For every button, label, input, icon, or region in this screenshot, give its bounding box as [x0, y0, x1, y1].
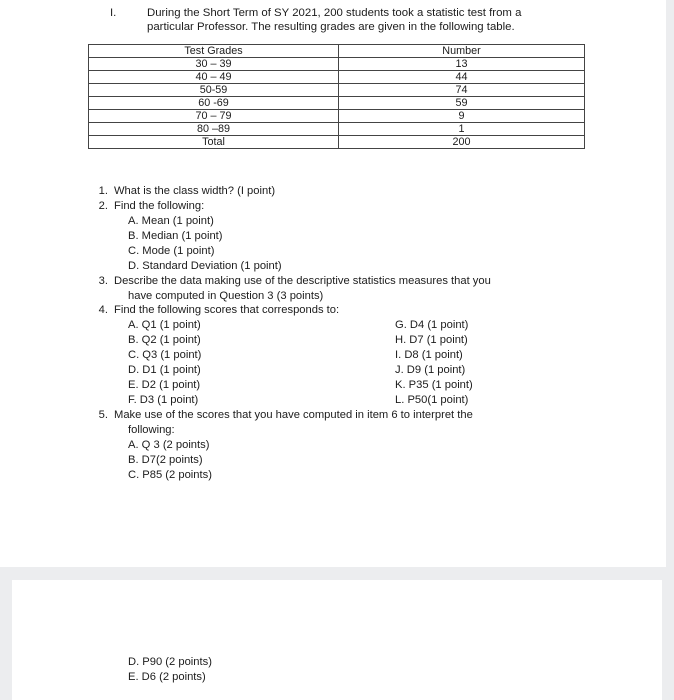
- problem-intro-line-1: During the Short Term of SY 2021, 200 students took a statistic test from a: [147, 7, 522, 19]
- grade-range: 70 – 79: [89, 110, 339, 123]
- question-2: [88, 199, 204, 214]
- table-row: [89, 123, 585, 136]
- table-total-row: [89, 136, 585, 149]
- sub-item: H. D7 (1 point): [395, 334, 468, 346]
- grade-count: 1: [339, 123, 585, 136]
- question-5: [88, 408, 473, 423]
- question-number: 5.: [98, 409, 108, 421]
- sub-item: E. D6 (2 points): [128, 671, 206, 683]
- grade-range: 80 –89: [89, 123, 339, 136]
- sub-item: I. D8 (1 point): [395, 349, 463, 361]
- grade-count: 9: [339, 110, 585, 123]
- sub-item: C. P85 (2 points): [128, 469, 212, 481]
- sub-item: D. P90 (2 points): [128, 656, 212, 668]
- table-header-row: [89, 45, 585, 58]
- question-number: 1.: [98, 185, 108, 197]
- question-number: 2.: [98, 200, 108, 212]
- table-row: [89, 71, 585, 84]
- grade-count: 59: [339, 97, 585, 110]
- grade-range: 40 – 49: [89, 71, 339, 84]
- header-number: Number: [339, 45, 585, 58]
- problem-number: I.: [110, 7, 117, 19]
- question-text: Find the following:: [114, 200, 205, 212]
- question-text: Describe the data making use of the descriptive statistics measures that you: [114, 275, 491, 287]
- sub-item: J. D9 (1 point): [395, 364, 466, 376]
- grade-count: 74: [339, 84, 585, 97]
- question-text: Make use of the scores that you have computed in item 6 to interpret the: [114, 409, 473, 421]
- question-text: Find the following scores that corresponds to:: [114, 304, 340, 316]
- sub-item: F. D3 (1 point): [128, 394, 199, 406]
- question-text: What is the class width? (I point): [114, 185, 276, 197]
- sub-item: B. Median (1 point): [128, 230, 223, 242]
- question-3: [88, 274, 491, 289]
- sub-item: D. D1 (1 point): [128, 364, 201, 376]
- grades-table: [88, 44, 585, 149]
- sub-item: K. P35 (1 point): [395, 379, 473, 391]
- grade-count: 13: [339, 58, 585, 71]
- sub-item: B. Q2 (1 point): [128, 334, 201, 346]
- grade-range: 50-59: [89, 84, 339, 97]
- table-row: [89, 84, 585, 97]
- sub-item: C. Q3 (1 point): [128, 349, 202, 361]
- grade-count: 44: [339, 71, 585, 84]
- total-count: 200: [339, 136, 585, 149]
- sub-item: D. Standard Deviation (1 point): [128, 260, 282, 272]
- question-number: 4.: [98, 304, 108, 316]
- grade-range: 30 – 39: [89, 58, 339, 71]
- table-row: [89, 58, 585, 71]
- table-row: [89, 110, 585, 123]
- sub-item: A. Mean (1 point): [128, 215, 214, 227]
- sub-item: C. Mode (1 point): [128, 245, 215, 257]
- sub-item: E. D2 (1 point): [128, 379, 201, 391]
- sub-item: L. P50(1 point): [395, 394, 469, 406]
- question-5-continued: following:: [128, 424, 175, 436]
- total-label: Total: [89, 136, 339, 149]
- sub-item: G. D4 (1 point): [395, 319, 469, 331]
- problem-intro-line-2: particular Professor. The resulting grades are given in the following table.: [147, 21, 515, 33]
- sub-item: A. Q 3 (2 points): [128, 439, 210, 451]
- table-row: [89, 97, 585, 110]
- question-1: [88, 184, 275, 199]
- header-test-grades: Test Grades: [89, 45, 339, 58]
- sub-item: B. D7(2 points): [128, 454, 203, 466]
- document-page-2: [12, 580, 662, 700]
- question-number: 3.: [98, 275, 108, 287]
- question-3-continued: have computed in Question 3 (3 points): [128, 290, 324, 302]
- sub-item: A. Q1 (1 point): [128, 319, 201, 331]
- grade-range: 60 -69: [89, 97, 339, 110]
- question-4: [88, 303, 339, 318]
